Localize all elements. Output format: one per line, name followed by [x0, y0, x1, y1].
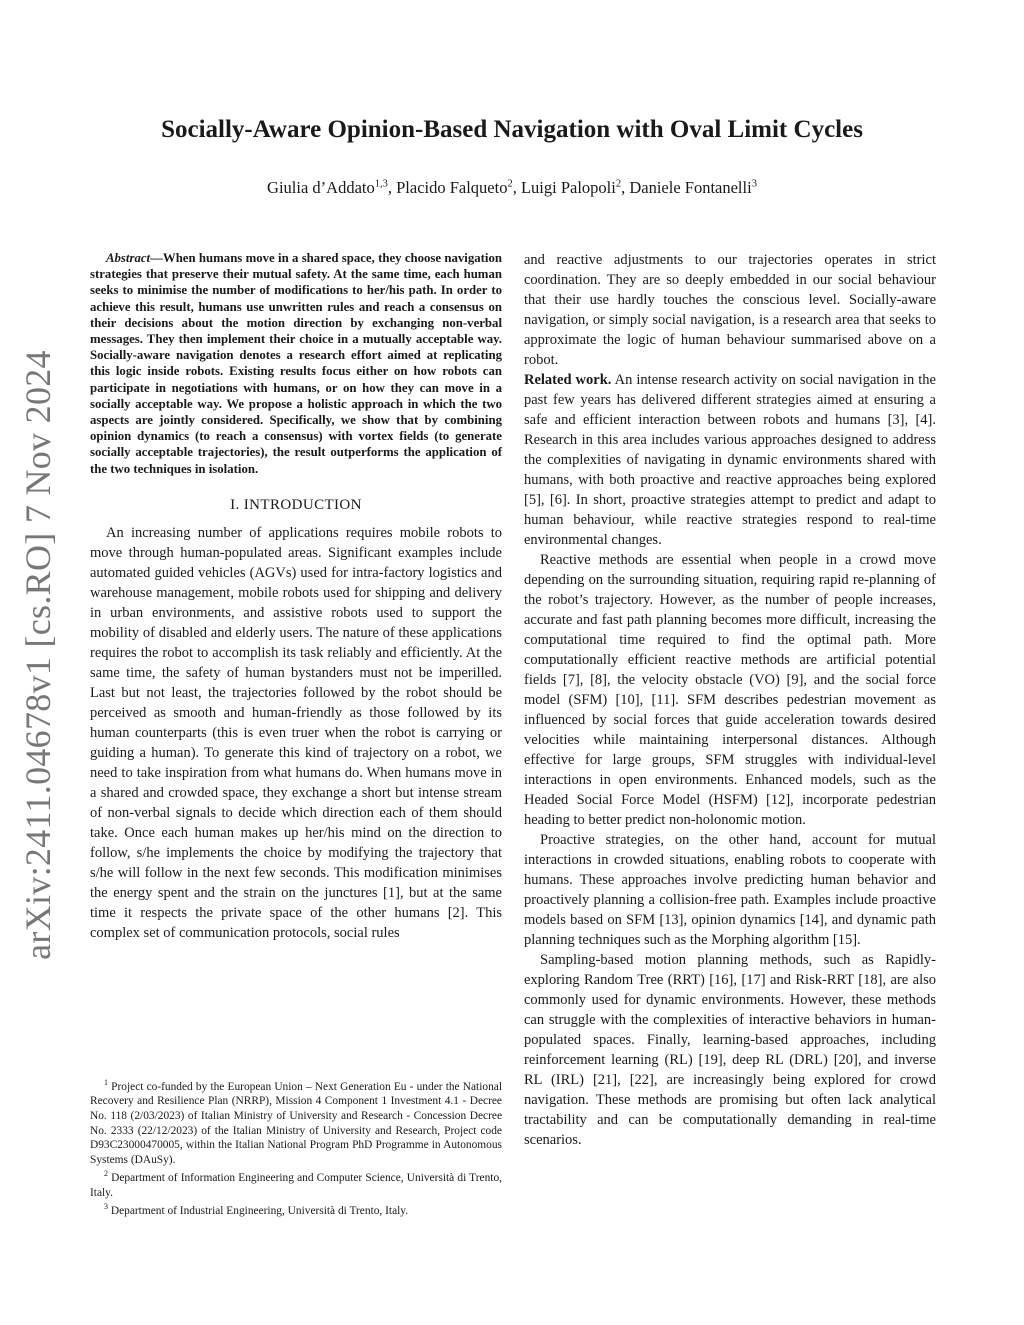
author-name: Placido Falqueto — [396, 178, 508, 197]
sampling-methods-paragraph: Sampling-based motion planning methods, such as Rapidly-exploring Random Tree (RRT) [16], [17] and Risk-RRT [18], are also commonly used for dynamic environments. However, these methods can struggle with the complexities of interactive behaviors in human-populated spaces. Finally, learning-based approaches, including reinforcement learning (RL) [19], deep RL (DRL) [20], and inverse RL (IRL) [21], [22], are increasingly being explored for crowd navigation. These methods are promising but often lack analytical tractability and can be computationally demanding in real-time scenarios. — [524, 952, 936, 1148]
section-heading-introduction: I. INTRODUCTION — [230, 496, 362, 513]
author-separator: , — [387, 178, 397, 197]
author-list — [0, 178, 1024, 198]
author-separator: , — [512, 178, 521, 197]
author-affiliation: 3 — [751, 178, 757, 190]
footnote-1 — [90, 1076, 502, 1167]
footnote-text: Department of Information Engineering and Computer Science, Università di Trento, Italy. — [90, 1172, 502, 1199]
abstract — [90, 250, 502, 477]
related-work-paragraph — [524, 370, 936, 550]
related-work-text: An intense research activity on social navigation in the past few years has delivered different strategies aimed at ensuring a safe and efficient interaction between robots and humans [3], [4]. Research in this area includes various approaches designed to address the complexities of navigating in dynamic environments shared with humans, with both proactive and reactive approaches being explored [5], [6]. In short, proactive strategies attempt to predict and adapt to human behaviour, while reactive strategies respond to real-time environmental changes. — [524, 372, 936, 548]
footnote-marker: 1 — [104, 1078, 108, 1087]
footnote-marker: 3 — [104, 1202, 108, 1212]
footnote-text: Project co-funded by the European Union – Next Generation Eu - under the National Recovery and Resilience Plan (NRRP), Mission 4 Component 1 Investment 4.1 - Decree No. 118 (2/03/2023) of Italian Ministry of University and Research - Concession Decree No. 2333 (22/12/2023) of the Italian Ministry of University and Research, Project code D93C23000470005, within the Italian National Program PhD Programme in Autonomous Systems (DAuSy). — [90, 1080, 502, 1166]
intro-paragraph: An increasing number of applications requires mobile robots to move through human-populated areas. Significant examples include automated guided vehicles (AGVs) used for intra-factory logistics and warehouse management, mobile robots used for shipping and delivery in urban environments, and assistive robots used to support the mobility of disabled and elderly users. The nature of these applications requires the robot to accomplish its task reliably and efficiently. At the same time, the safety of human bystanders must not be imperilled. Last but not least, the trajectories followed by the robot should be perceived as smooth and human-friendly as those followed by its human counterparts (this is even truer when the robot is carrying or guiding a human). To generate this kind of trajectory on a robot, we need to take inspiration from what humans do. When humans move in a shared and crowded space, they exchange a short but intense stream of non-verbal signals to decide which direction each of them should take. Once each human makes up her/his mind on the direction to follow, s/he implements the choice by modifying the trajectory that s/he will follow in the next few seconds. This modification minimises the energy spent and the strain on the junctures [1], but at the same time it respects the private space of the other humans [2]. This complex set of communication protocols, social rules — [90, 524, 502, 941]
footnote-text: Department of Industrial Engineering, Università di Trento, Italy. — [108, 1205, 409, 1218]
footnote-3 — [90, 1200, 502, 1218]
abstract-dash: — — [150, 251, 163, 265]
abstract-text: When humans move in a shared space, they choose navigation strategies that preserve their mutual safety. At the same time, each human seeks to minimise the number of modifications to her/his path. In order to achieve this result, humans use unwritten rules and reach a consensus on their decisions about the motion direction by exchanging non-verbal messages. They then implement their choice in a mutually acceptable way. Socially-aware navigation denotes a research effort aimed at replicating this logic inside robots. Existing results focus either on how robots can participate in negotiations with humans, or on how they can move in a socially acceptable way. We propose a holistic approach in which the two aspects are jointly considered. Specifically, we show that by combining opinion dynamics (to reach a consensus) with vortex fields (to generate socially acceptable trajectories), the result outperforms the application of the two techniques in isolation. — [90, 251, 502, 476]
footnote-marker: 2 — [104, 1169, 108, 1179]
footnotes — [90, 1076, 502, 1219]
arxiv-identifier-text: arXiv:2411.04678v1 [cs.RO] 7 Nov 2024 — [18, 350, 58, 960]
author-name: Giulia d’Addato — [267, 178, 375, 197]
author-name: Luigi Palopoli — [520, 178, 616, 197]
footnote-2 — [90, 1167, 502, 1200]
author-affiliation: 1,3 — [374, 178, 388, 190]
proactive-strategies-paragraph: Proactive strategies, on the other hand, account for mutual interactions in crowded situations, enabling robots to cooperate with humans. These approaches involve predicting human behavior and proactively planning a collision-free path. Examples include proactive models based on SFM [13], opinion dynamics [14], and dynamic path planning techniques such as the Morphing algorithm [15]. — [524, 832, 936, 948]
author-name: Daniele Fontanelli — [629, 178, 752, 197]
abstract-label: Abstract — [106, 251, 151, 265]
paper-title: Socially-Aware Opinion-Based Navigation with Oval Limit Cycles — [161, 116, 863, 143]
author-affiliation: 2 — [615, 178, 622, 190]
left-column — [90, 250, 502, 943]
author-affiliation: 2 — [507, 178, 513, 190]
right-column — [524, 250, 936, 1150]
arxiv-identifier-stamp — [8, 350, 68, 960]
reactive-methods-paragraph: Reactive methods are essential when people in a crowd move depending on the surrounding situation, requiring rapid re-planning of the robot’s trajectory. However, as the number of people increases, accurate and fast path planning becomes more difficult, increasing the computational time required to find the optimal path. More computationally efficient reactive methods are artificial potential fields [7], [8], the velocity obstacle (VO) [9], and the social force model (SFM) [10], [11]. SFM describes pedestrian movement as influenced by social forces that guide acceleration towards desired velocities while maintaining interpersonal distances. Although effective for large groups, SFM struggles with individual-level interactions in open environments. Enhanced models, such as the Headed Social Force Model (HSFM) [12], incorporate pedestrian heading to better predict non-holonomic motion. — [524, 552, 936, 828]
related-work-label: Related work. — [524, 372, 612, 388]
author-separator: , — [621, 178, 630, 197]
continuation-paragraph: and reactive adjustments to our trajectories operates in strict coordination. They are so deeply embedded in our social behaviour that their use hardly touches the conscious level. Socially-aware navigation, or simply social navigation, is a research area that seeks to approximate the logic of human behaviour summarised above on a robot. — [524, 252, 936, 368]
